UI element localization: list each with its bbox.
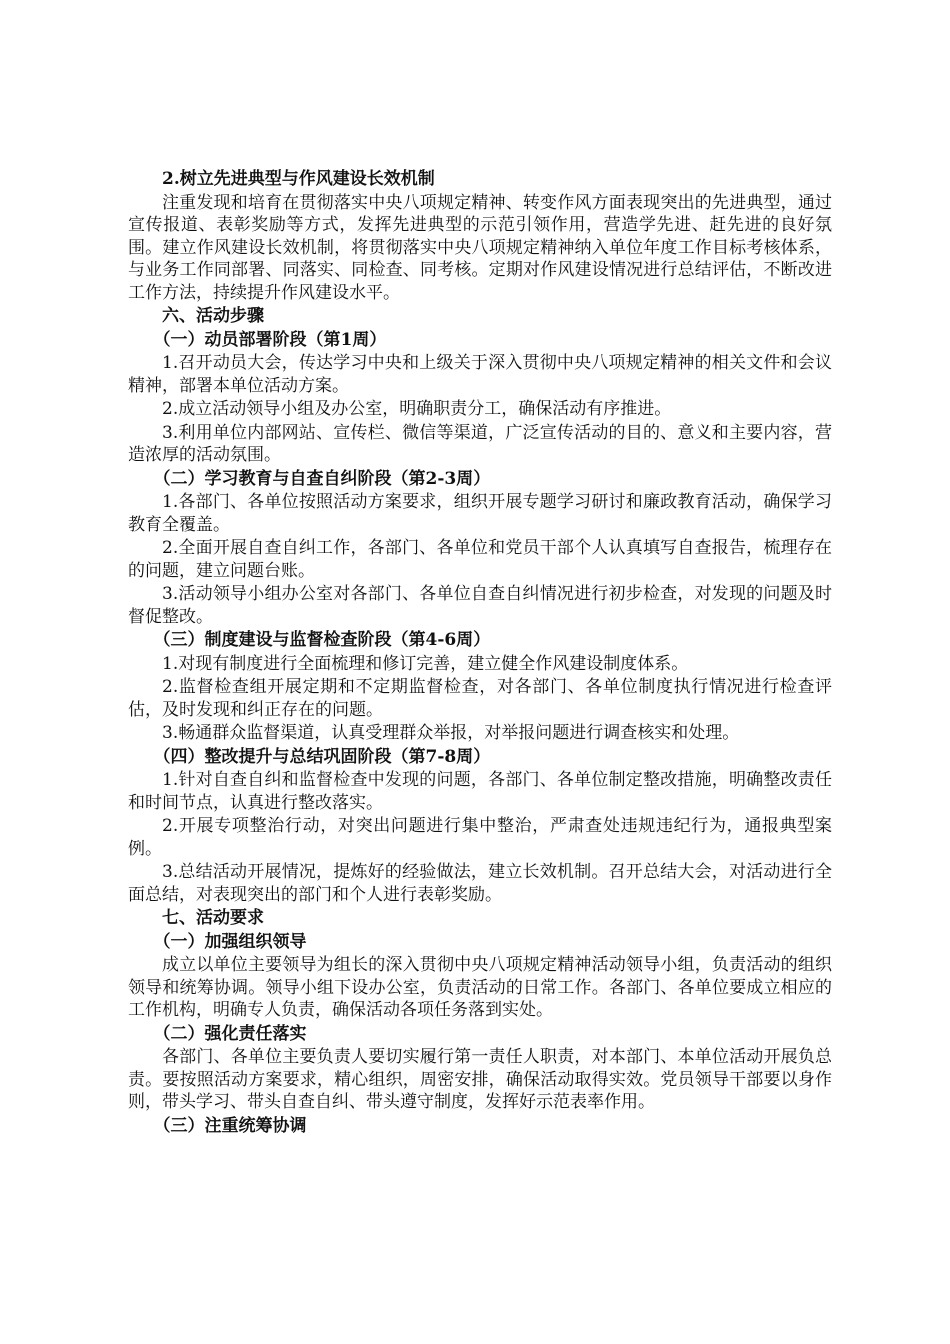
chapter-heading: 七、活动要求 (162, 908, 264, 928)
paragraph: 1.对现有制度进行全面梳理和修订完善，建立健全作风建设制度体系。 (162, 653, 689, 674)
paragraph: 1.各部门、各单位按照活动方案要求，组织开展专题学习研讨和廉政教育活动，确保学习教育全覆盖。 (128, 492, 832, 535)
subsection-heading: （二）强化责任落实 (153, 1023, 307, 1044)
paragraph: 3.畅通群众监督渠道，认真受理群众举报，对举报问题进行调查核实和处理。 (162, 723, 740, 743)
chapter-heading: 六、活动步骤 (162, 306, 264, 326)
paragraph: 注重发现和培育在贯彻落实中央八项规定精神、转变作风方面表现突出的先进典型，通过宣传报道、表彰奖励等方式，发挥先进典型的示范引领作用，营造学先进、赶先进的良好氛围。建立作风建设长效机制，将贯彻落实中央八项规定精神纳入单位年度工作目标考核体系，与业务工作同部署、同落实、同检查、同考核。定期对作风建设情况进行总结评估，不断改进工作方法，持续提升作风建设水平。 (128, 192, 832, 303)
paragraph: 1.针对自查自纠和监督检查中发现的问题，各部门、各单位制定整改措施，明确整改责任和时间节点，认真进行整改落实。 (128, 770, 832, 813)
subsection-heading: （一）动员部署阶段（第1周） (153, 329, 387, 350)
paragraph: 3.总结活动开展情况，提炼好的经验做法，建立长效机制。召开总结大会，对活动进行全面总结，对表现突出的部门和个人进行表彰奖励。 (128, 862, 832, 905)
subsection-heading: （三）制度建设与监督检查阶段（第4-6周） (153, 630, 491, 650)
paragraph: 成立以单位主要领导为组长的深入贯彻中央八项规定精神活动领导小组，负责活动的组织领导和统筹协调。领导小组下设办公室，负责活动的日常工作。各部门、各单位要成立相应的工作机构，明确专人负责，确保活动各项任务落到实处。 (128, 955, 832, 1020)
paragraph: 2.成立活动领导小组及办公室，明确职责分工，确保活动有序推进。 (162, 399, 672, 419)
subsection-heading: （一）加强组织领导 (153, 931, 307, 952)
paragraph: 1.召开动员大会，传达学习中央和上级关于深入贯彻中央八项规定精神的相关文件和会议精神，部署本单位活动方案。 (128, 353, 832, 396)
paragraph: 2.开展专项整治行动，对突出问题进行集中整治，严肃查处违规违纪行为，通报典型案例。 (128, 816, 832, 859)
paragraph: 各部门、各单位主要负责人要切实履行第一责任人职责，对本部门、本单位活动开展负总责。要按照活动方案要求，精心组织，周密安排，确保活动取得实效。党员领导干部要以身作则，带头学习、带头自查自纠、带头遵守制度，发挥好示范表率作用。 (128, 1047, 832, 1112)
paragraph: 2.全面开展自查自纠工作，各部门、各单位和党员干部个人认真填写自查报告，梳理存在的问题，建立问题台账。 (128, 538, 832, 581)
paragraph: 3.活动领导小组办公室对各部门、各单位自查自纠情况进行初步检查，对发现的问题及时督促整改。 (128, 584, 832, 627)
section-heading: 2.树立先进典型与作风建设长效机制 (162, 169, 435, 189)
subsection-heading: （四）整改提升与总结巩固阶段（第7-8周） (153, 746, 491, 767)
paragraph: 2.监督检查组开展定期和不定期监督检查，对各部门、各单位制度执行情况进行检查评估，及时发现和纠正存在的问题。 (128, 677, 832, 720)
subsection-heading: （二）学习教育与自查自纠阶段（第2-3周） (153, 468, 491, 489)
subsection-heading: （三）注重统筹协调 (153, 1115, 307, 1136)
paragraph: 3.利用单位内部网站、宣传栏、微信等渠道，广泛宣传活动的目的、意义和主要内容，营造浓厚的活动氛围。 (128, 422, 832, 465)
document-page (128, 168, 832, 1138)
